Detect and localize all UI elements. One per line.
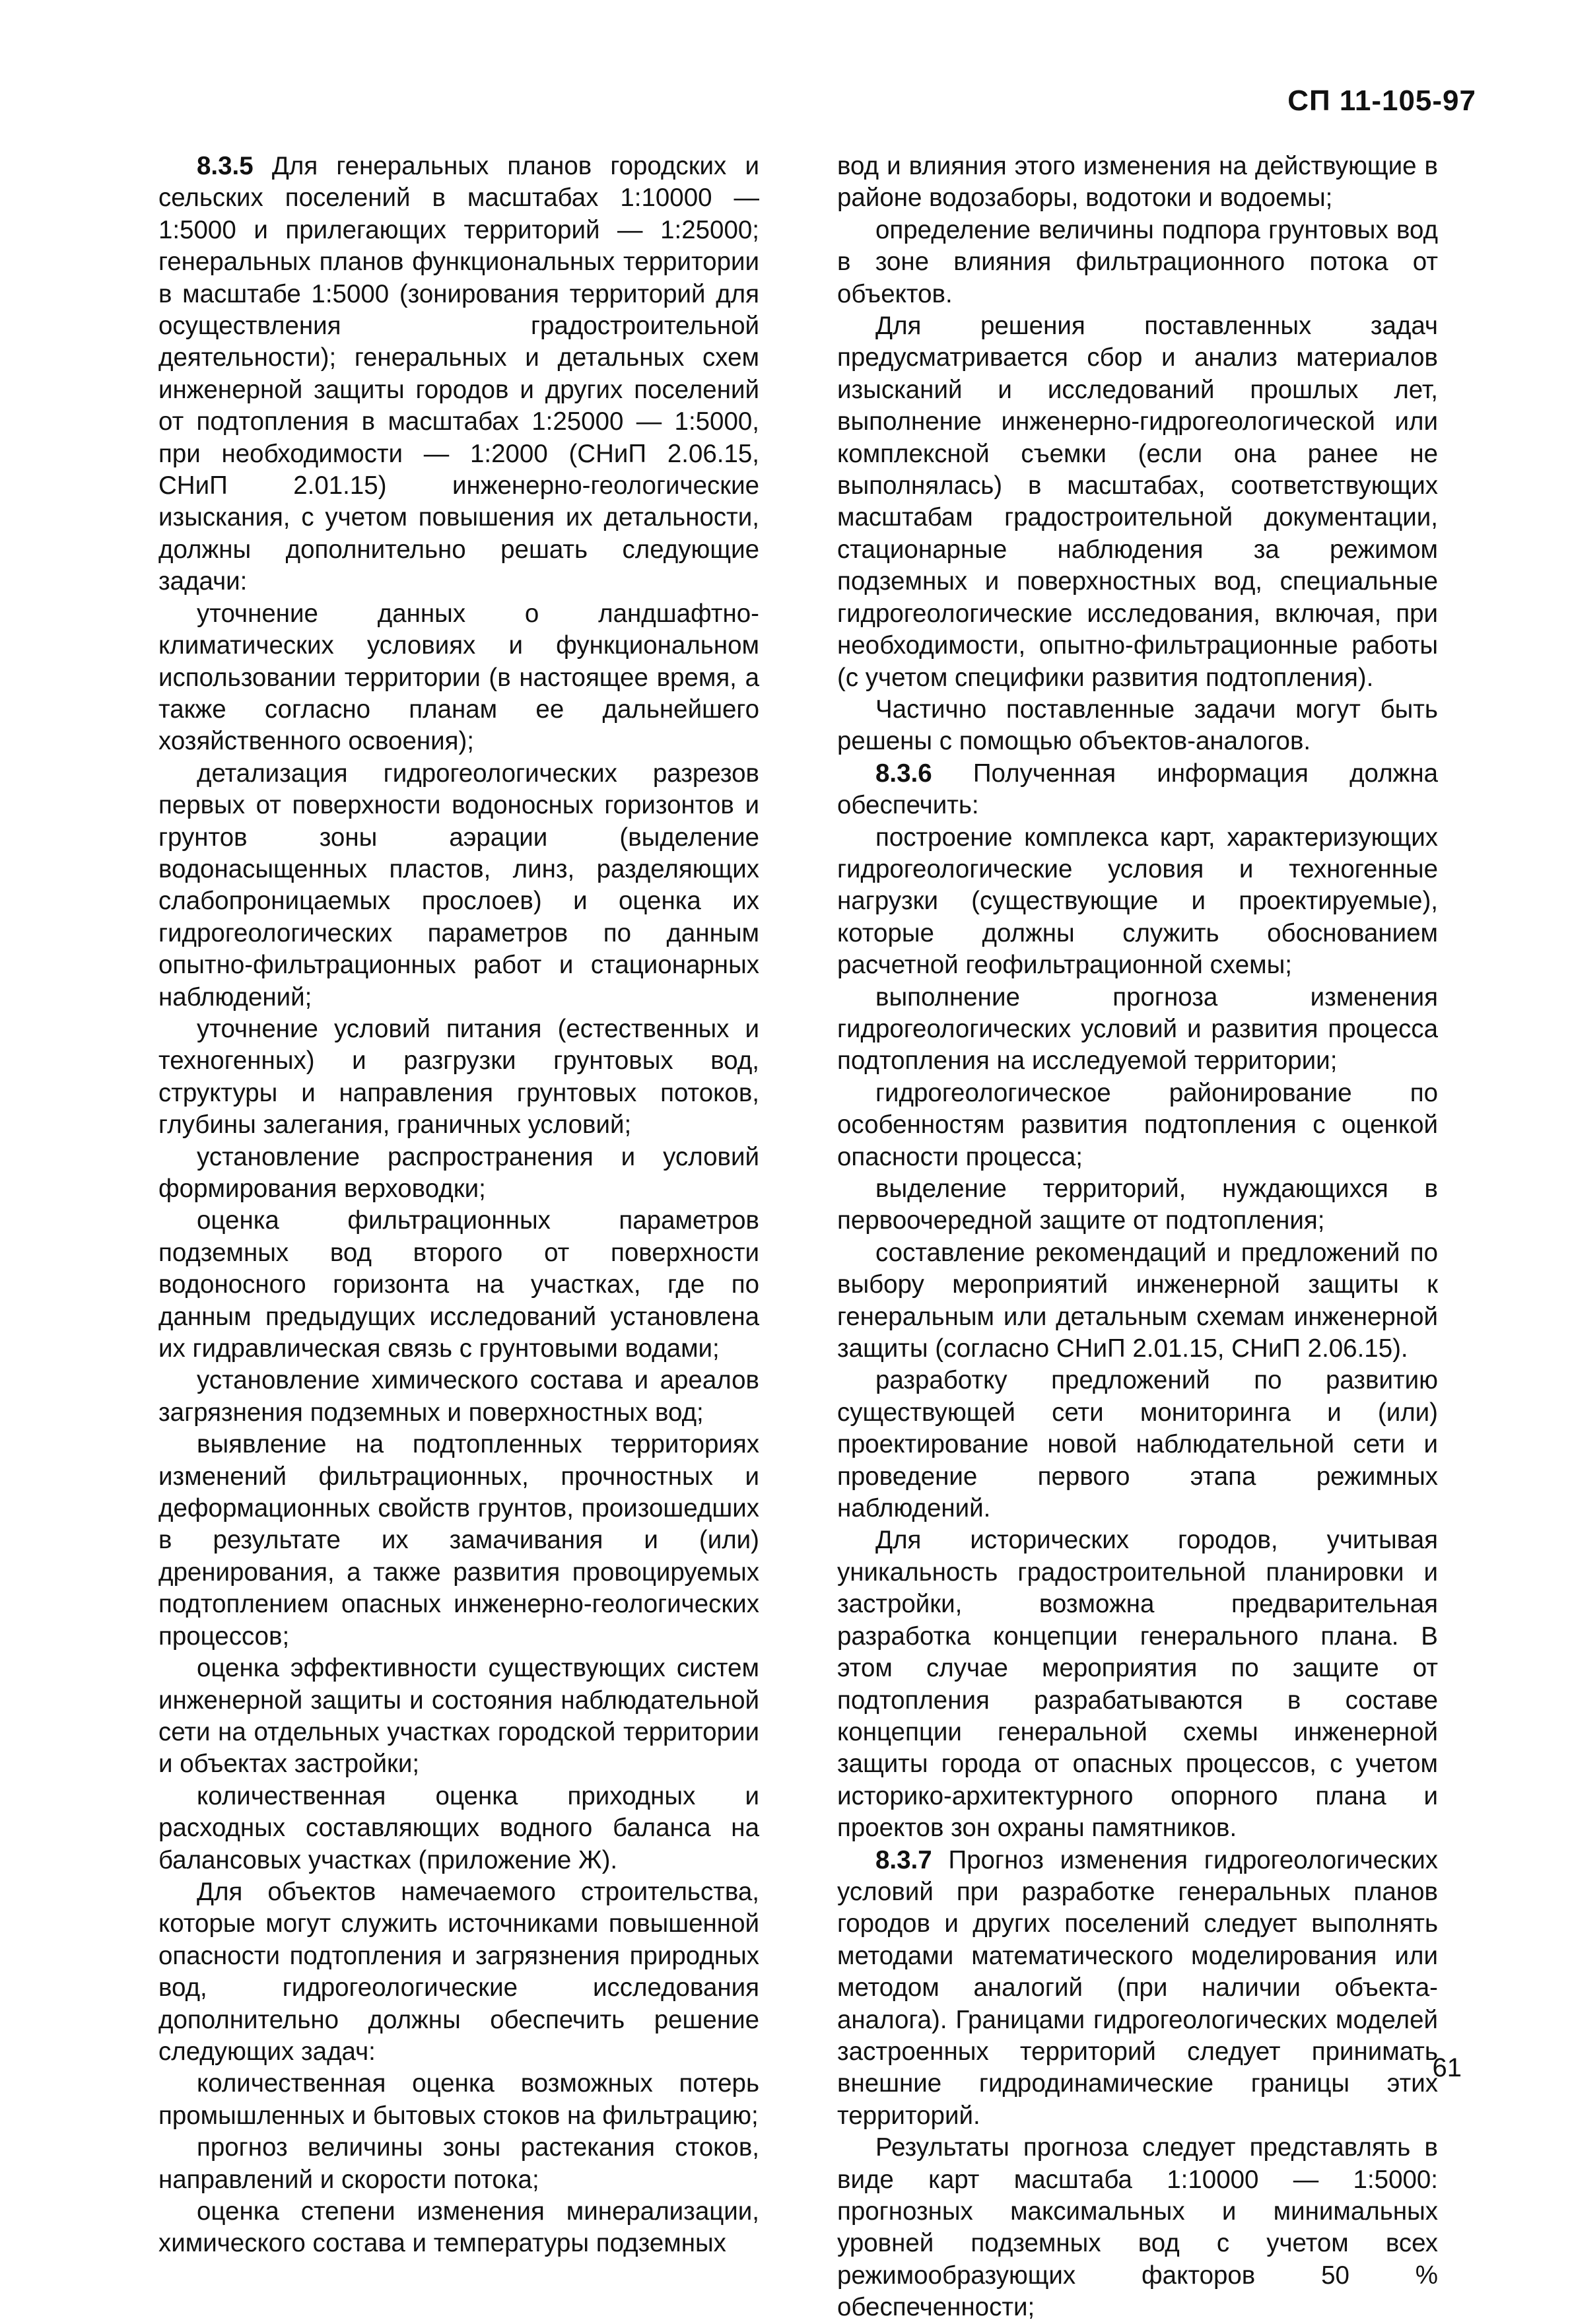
page-number: 61 [1432, 2053, 1462, 2082]
right-text-column [837, 151, 1438, 2324]
paragraph-text: выполнение прогноза изменения гидрогеологических условий и развития процесса подтопления на исследуемой территории; [837, 982, 1438, 1076]
paragraph-text: количественная оценка возможных потерь промышленных и бытовых стоков на фильтрацию; [158, 2069, 759, 2130]
paragraph [158, 758, 759, 1013]
paragraph [158, 2132, 759, 2196]
paragraph [837, 1845, 1438, 2133]
paragraph-text: уточнение данных о ландшафтно-климатических условиях и функциональном использовании территории (в настоящее время, а также согласно планам ее дальнейшего хозяйственного освоения); [158, 599, 759, 756]
paragraph [837, 694, 1438, 758]
paragraph [158, 2196, 759, 2260]
paragraph [158, 2068, 759, 2132]
section-number: 8.3.6 [875, 759, 932, 788]
paragraph-text: Для генеральных планов городских и сельских поселений в масштабах 1:10000 — 1:5000 и прилегающих территорий — 1:25000; генеральных планов функциональных территории в масштабе 1:5000 (зонирования территорий для осуществления градостроительной деятельности); генеральных и детальных схем инженерной защиты городов и других поселений от подтопления в масштабах 1:25000 — 1:5000, при необходимости — 1:2000 (СНиП 2.06.15, СНиП 2.01.15) инженерно-геологические изыскания, с учетом повышения их детальности, должны дополнительно решать следующие задачи: [158, 152, 759, 596]
left-text-column [158, 151, 759, 2260]
paragraph-text: выделение территорий, нуждающихся в первоочередной защите от подтопления; [837, 1175, 1438, 1235]
paragraph-text: гидрогеологическое районирование по особенностям развития подтопления с оценкой опасности процесса; [837, 1078, 1438, 1171]
paragraph-text: Полученная информация должна обеспечить: [837, 759, 1438, 820]
paragraph [837, 215, 1438, 310]
paragraph-text: вод и влияния этого изменения на действующие в районе водозаборы, водотоки и водоемы; [837, 152, 1438, 213]
paragraph-text: составление рекомендаций и предложений по выбору мероприятий инженерной защиты к генеральным или детальным схемам инженерной защиты (согласно СНиП 2.01.15, СНиП 2.06.15). [837, 1238, 1438, 1363]
paragraph-text: количественная оценка приходных и расходных составляющих водного баланса на балансовых участках (приложение Ж). [158, 1781, 759, 1874]
paragraph [837, 2132, 1438, 2323]
paragraph-text: построение комплекса карт, характеризующих гидрогеологические условия и техногенные нагрузки (существующие и проектируемые), которые должны служить обоснованием расчетной геофильтрационной схемы; [837, 823, 1438, 980]
paragraph [158, 1365, 759, 1429]
paragraph-text: определение величины подпора грунтовых вод в зоне влияния фильтрационного потока от объектов. [837, 215, 1438, 308]
paragraph [158, 1429, 759, 1653]
paragraph [158, 1876, 759, 2068]
paragraph-text: Для объектов намечаемого строительства, которые могут служить источниками повышенной опасности подтопления и загрязнения природных вод, гидрогеологические исследования дополнительно должны обеспечить решение следующих задач: [158, 1877, 759, 2066]
paragraph-text: оценка эффективности существующих систем инженерной защиты и состояния наблюдательной сети на отдельных участках городской территории и объектах застройки; [158, 1654, 759, 1779]
paragraph-text: детализация гидрогеологических разрезов первых от поверхности водоносных горизонтов и грунтов зоны аэрации (выделение водонасыщенных пластов, линз, разделяющих слабопроницаемых прослоев) и оценка их гидрогеологических параметров по данным опытно-фильтрационных работ и стационарных наблюдений; [158, 759, 759, 1011]
paragraph [158, 1781, 759, 1876]
section-number: 8.3.7 [875, 1845, 932, 1874]
paragraph-text: Прогноз изменения гидрогеологических условий при разработке генеральных планов городов и других поселений следует выполнять методами математического моделирования или методом аналогий (при наличии объекта-аналога). Границами гидрогеологических моделей застроенных территорий следует принимать внешние гидродинамические границы этих территорий. [837, 1845, 1438, 2130]
paragraph-text: прогноз величины зоны растекания стоков, направлений и скорости потока; [158, 2133, 759, 2194]
document-code: СП 11-105-97 [1287, 85, 1476, 117]
paragraph-text: выявление на подтопленных территориях изменений фильтрационных, прочностных и деформационных свойств грунтов, произошедших в результате их замачивания и (или) дренирования, а также развития провоцируемых подтоплением опасных инженерно-геологических процессов; [158, 1430, 759, 1651]
paragraph [158, 151, 759, 598]
paragraph [837, 1237, 1438, 1365]
section-number: 8.3.5 [197, 152, 254, 180]
paragraph [837, 822, 1438, 982]
paragraph-text: Для исторических городов, учитывая уникальность градостроительной планировки и застройки, возможна предварительная разработка концепции генерального плана. В этом случае мероприятия по защите от подтопления разрабатываются в составе концепции генеральной схемы инженерной защиты города от опасных процессов, с учетом историко-архитектурного опорного плана и проектов зон охраны памятников. [837, 1526, 1438, 1843]
paragraph [837, 758, 1438, 822]
paragraph-text: Частично поставленные задачи могут быть решены с помощью объектов-аналогов. [837, 695, 1438, 756]
paragraph [158, 1142, 759, 1206]
paragraph [837, 1173, 1438, 1237]
paragraph-text: установление химического состава и ареалов загрязнения подземных и поверхностных вод; [158, 1366, 759, 1427]
paragraph-text: Для решения поставленных задач предусматривается сбор и анализ материалов изысканий и исследований прошлых лет, выполнение инженерно-гидрогеологической или комплексной съемки (если она ранее не выполнялась) в масштабах, соответствующих масштабам градостроительной документации, стационарные наблюдения за режимом подземных и поверхностных вод, специальные гидрогеологические исследования, включая, при необходимости, опытно-фильтрационные работы (с учетом специфики развития подтопления). [837, 312, 1438, 692]
paragraph-text: оценка степени изменения минерализации, химического состава и температуры подземных [158, 2197, 759, 2258]
paragraph [837, 982, 1438, 1077]
paragraph [837, 310, 1438, 694]
paragraph [837, 1365, 1438, 1524]
paragraph [837, 1077, 1438, 1173]
paragraph [158, 1653, 759, 1781]
paragraph [837, 151, 1438, 215]
paragraph-text: Результаты прогноза следует представлять в виде карт масштаба 1:10000 — 1:5000: прогнозных максимальных и минимальных уровней подземных вод с учетом всех режимообразующих факторов 50 % обеспеченности; [837, 2133, 1438, 2322]
paragraph-text: установление распространения и условий формирования верховодки; [158, 1142, 759, 1203]
paragraph-text: оценка фильтрационных параметров подземных вод второго от поверхности водоносного горизонта на участках, где по данным предыдущих исследований установлена их гидравлическая связь с грунтовыми водами; [158, 1206, 759, 1363]
paragraph-text: уточнение условий питания (естественных и техногенных) и разгрузки грунтовых вод, структуры и направления грунтовых потоков, глубины залегания, граничных условий; [158, 1014, 759, 1140]
paragraph [158, 1013, 759, 1142]
paragraph [158, 598, 759, 758]
paragraph [837, 1524, 1438, 1844]
paragraph [158, 1205, 759, 1365]
paragraph-text: разработку предложений по развитию существующей сети мониторинга и (или) проектирование новой наблюдательной сети и проведение первого этапа режимных наблюдений. [837, 1366, 1438, 1523]
